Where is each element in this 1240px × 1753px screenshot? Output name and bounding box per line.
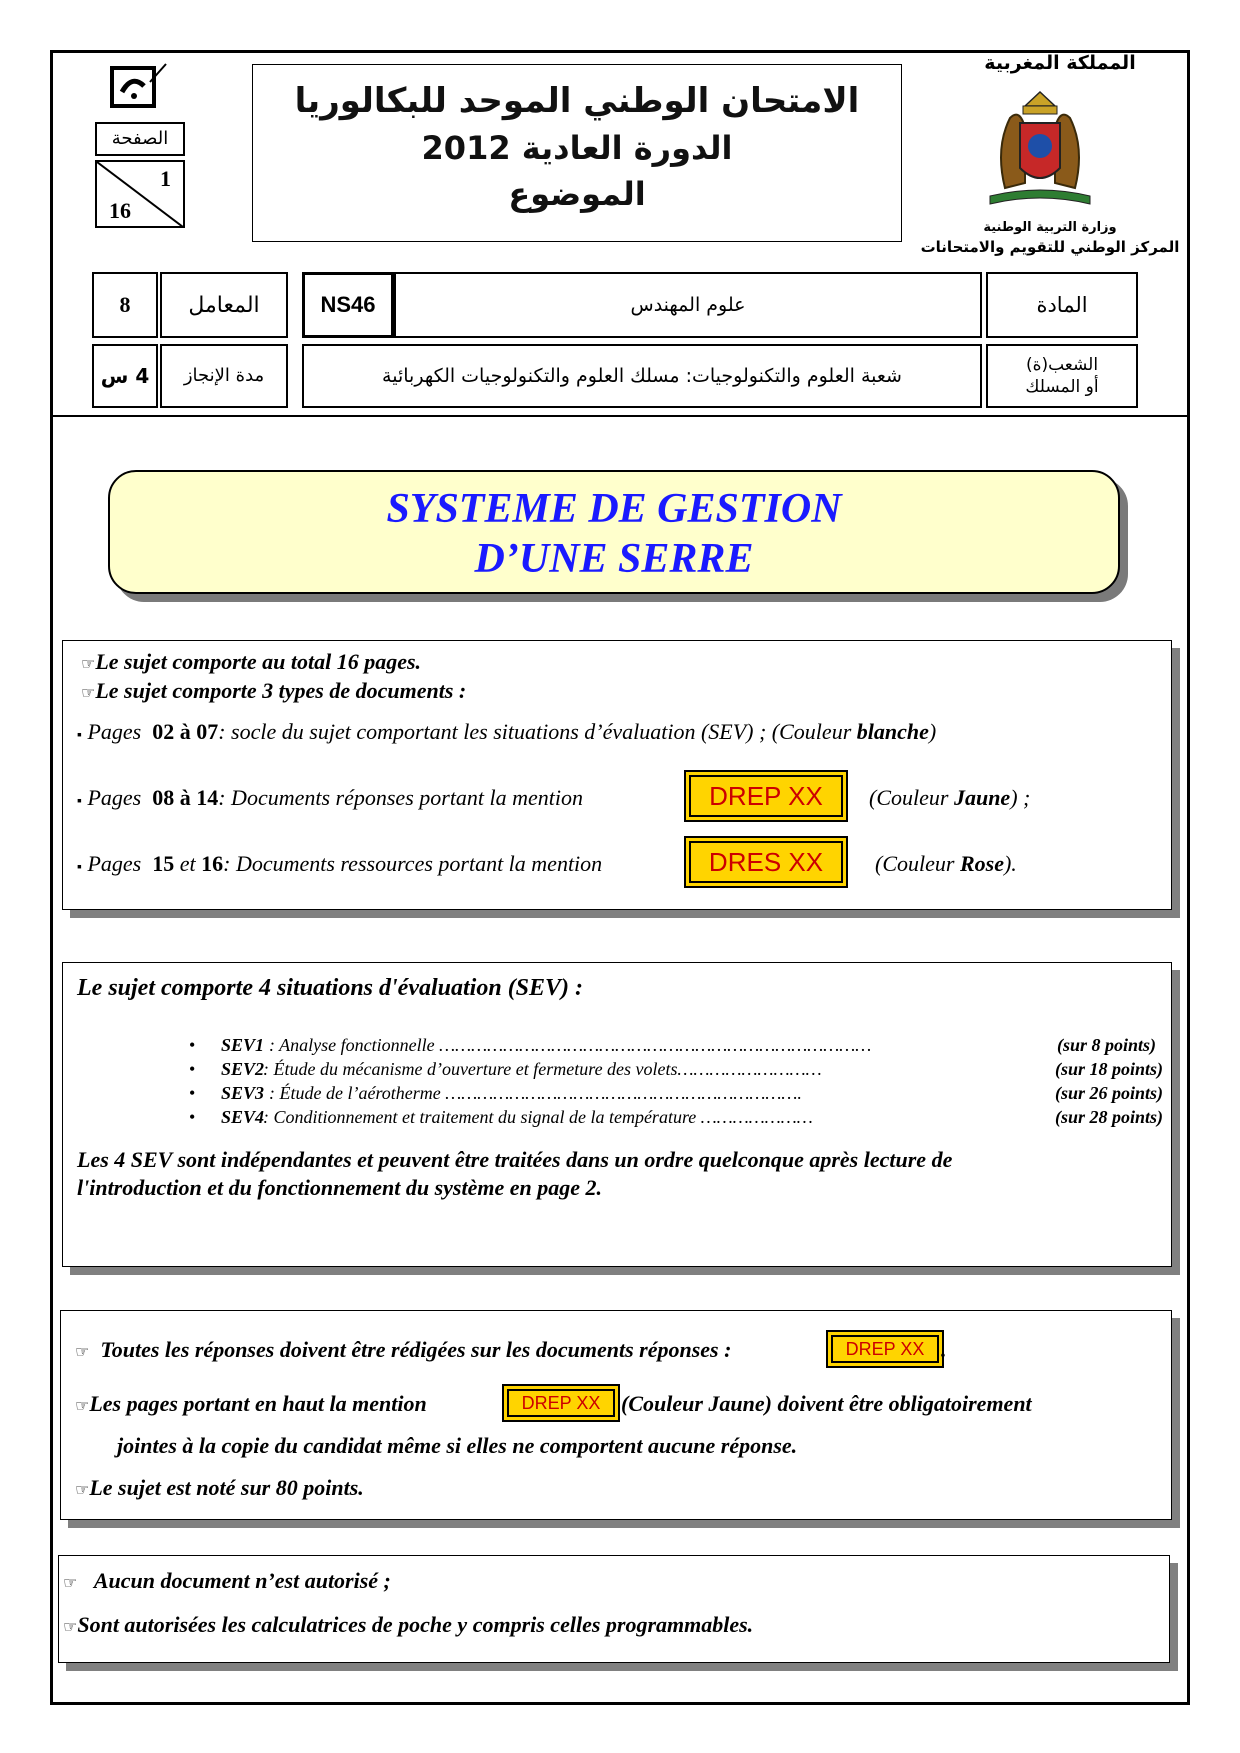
pages-drep-row: ▪ Pages 08 à 14: Documents réponses portant la mention [77,785,584,810]
bullet-icon: ▪ [77,794,82,809]
pointer-icon: ☞ [63,1573,78,1592]
pointer-icon: ☞ [63,1617,78,1636]
filiere-label [986,344,1138,408]
dres-tag: DRES XX [689,841,843,883]
answers-line-end: . [941,1337,947,1362]
pointer-icon: ☞ [75,1396,90,1415]
coefficient-label: المعامل [160,272,288,338]
drep-tag-small: DREP XX [831,1335,939,1363]
subject-label: المادة [986,272,1138,338]
header-separator [50,415,1190,417]
sev-box: Le sujet comporte 4 situations d'évaluation (SEV) : • SEV1 : Analyse fonctionnelle ……………………………………………………………………… (sur 8 points) • SEV2 : Étude du mécanisme d’ouverture et fermeture des volets……………………… (sur 18 points) • SEV3 : Étude de l’aérotherme …………………………………………………………. (sur 26 points) • SEV4 : Conditionnement et traitement du signal de la température ………………… (sur 28 points) Les 4 SEV sont indépendantes et peuvent être traitées dans un ordre quelconque après lecture de l'introduction et du fonctionnement du système en page 2. [62,962,1172,1267]
sev-note-line1: Les 4 SEV sont indépendantes et peuvent être traitées dans un ordre quelconque après lecture de [77,1147,953,1172]
bullet-icon: ▪ [77,860,82,875]
page-total: 16 [109,198,131,223]
sev-note-line2: l'introduction et du fonctionnement du système en page 2. [77,1175,602,1200]
bullet-icon: ▪ [77,728,82,743]
attach-line: jointes à la copie du candidat même si elles ne comportent aucune réponse. [117,1433,798,1458]
exam-subject-label: الموضوع [508,175,646,213]
doc-types-line: ☞Le sujet comporte 3 types de documents : [81,678,467,703]
kingdom-name: المملكة المغربية [984,52,1136,74]
pointer-icon: ☞ [81,654,96,673]
pages-socle-row: ▪ Pages 02 à 07: socle du sujet comportant les situations d’évaluation (SEV) ; (Couleur blanche) [77,719,937,744]
answers-line: ☞ Toutes les réponses doivent être rédigées sur les documents réponses : [75,1337,732,1362]
drep-tag-small: DREP XX [507,1389,615,1417]
dres-color: (Couleur Rose). [875,851,1017,876]
sev-heading: Le sujet comporte 4 situations d'évaluation (SEV) : [77,975,584,1001]
exam-center-logo [110,62,168,110]
duration-value: 4 س [92,344,158,408]
calculators-line: ☞Sont autorisées les calculatrices de poche y compris celles programmables. [63,1612,754,1637]
exam-title-box [252,64,902,242]
instructions-box [60,1310,1172,1520]
total-pages-line: ☞Le sujet comporte au total 16 pages. [81,649,422,674]
main-title-line1: SYSTEME DE GESTION [386,486,842,532]
duration-label: مدة الإنجاز [160,344,288,408]
filiere-label-line1: الشعب(ة) [1025,354,1099,375]
authorization-box [58,1555,1170,1663]
drep-tag: DREP XX [689,775,843,817]
drep-color: (Couleur Jaune) ; [869,785,1031,810]
points-line: ☞Le sujet est noté sur 80 points. [75,1475,364,1500]
exam-title: الامتحان الوطني الموحد للبكالوريا [294,81,860,121]
pointer-icon: ☞ [75,1342,90,1361]
yellow-pages-line: ☞Les pages portant en haut la mention [75,1391,427,1416]
center-name: المركز الوطني للتقويم والامتحانات [920,238,1180,256]
pages-dres-row: ▪ Pages 15 et 16: Documents ressources portant la mention [77,851,603,876]
exam-code: NS46 [302,272,394,338]
page-current: 1 [160,166,171,191]
pointer-icon: ☞ [75,1480,90,1499]
page-label: الصفحة [95,122,185,156]
pointer-icon: ☞ [81,683,96,702]
documents-info-box [62,640,1172,910]
main-title [108,470,1120,594]
coefficient-value: 8 [92,272,158,338]
main-title-line2: D’UNE SERRE [474,536,754,582]
ministry-name: وزارة التربية الوطنية [983,220,1117,235]
filiere-label-line2: أو المسلك [1025,377,1099,397]
coat-of-arms-icon [965,88,1115,208]
exam-session: الدورة العادية 2012 [421,129,733,167]
no-documents-line: ☞ Aucun document n’est autorisé ; [63,1568,391,1593]
subject-name: علوم المهندس [394,272,982,338]
page-number-box [95,160,185,228]
filiere-name: شعبة العلوم والتكنولوجيات: مسلك العلوم والتكنولوجيات الكهربائية [302,344,982,408]
yellow-pages-line-end: (Couleur Jaune) doivent être obligatoirement [621,1391,1032,1416]
